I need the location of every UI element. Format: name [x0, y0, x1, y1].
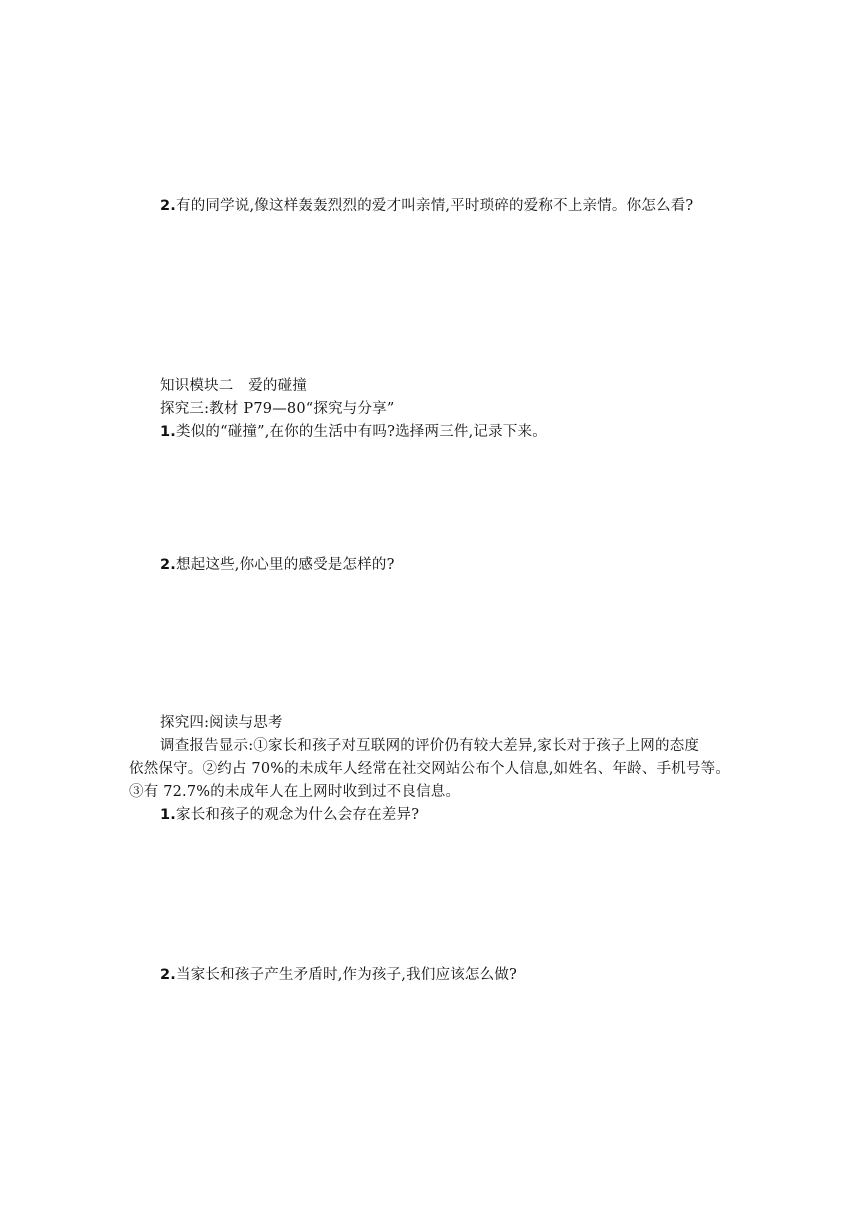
explore3-title: 探究三:教材 P79—80“探究与分享” [160, 401, 395, 417]
question-text: 当家长和孩子产生矛盾时,作为孩子,我们应该怎么做? [176, 967, 517, 983]
question-prev-2 [160, 196, 693, 216]
explore4-paragraph-line-1: 调查报告显示:①家长和孩子对互联网的评价仍有较大差异,家长对于孩子上网的态度 [160, 738, 700, 754]
explore3-question-1 [160, 422, 547, 442]
question-number: 2. [160, 198, 176, 214]
question-text: 家长和孩子的观念为什么会存在差异? [176, 807, 420, 823]
question-text: 有的同学说,像这样轰轰烈烈的爱才叫亲情,平时琐碎的爱称不上亲情。你怎么看? [176, 198, 694, 214]
explore3-question-2 [160, 555, 395, 575]
explore4-paragraph-line-3: ③有 72.7%的未成年人在上网时收到过不良信息。 [129, 784, 461, 800]
question-number: 2. [160, 967, 176, 983]
question-number: 1. [160, 424, 176, 440]
explore4-question-2 [160, 965, 517, 985]
question-text: 想起这些,你心里的感受是怎样的? [176, 557, 395, 573]
question-text: 类似的“碰撞”,在你的生活中有吗?选择两三件,记录下来。 [176, 424, 547, 440]
explore4-title: 探究四:阅读与思考 [160, 715, 283, 731]
question-number: 2. [160, 557, 176, 573]
explore4-paragraph-line-2: 依然保守。②约占 70%的未成年人经常在社交网站公布个人信息,如姓名、年龄、手机号等。 [129, 761, 731, 777]
question-number: 1. [160, 807, 176, 823]
explore4-question-1 [160, 805, 419, 825]
module-heading: 知识模块二 爱的碰撞 [160, 378, 307, 394]
